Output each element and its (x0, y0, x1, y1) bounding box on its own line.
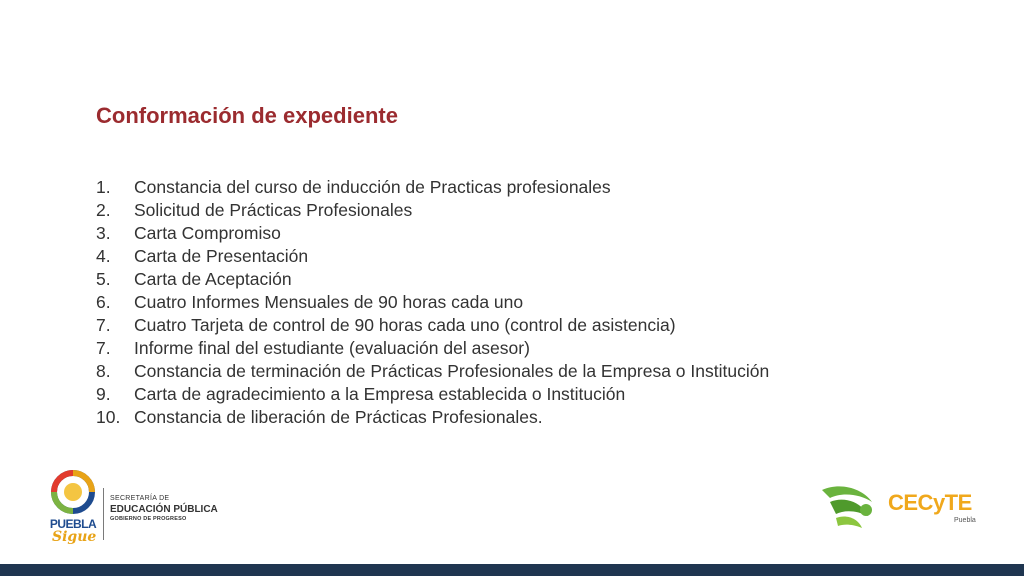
list-item-number: 4. (96, 246, 111, 266)
list-item-text: Constancia de liberación de Prácticas Profesionales. (134, 407, 543, 427)
list-item-number: 5. (96, 269, 111, 289)
list-item (96, 199, 769, 222)
list-item (96, 291, 769, 314)
list-item-text: Solicitud de Prácticas Profesionales (134, 200, 413, 220)
requirements-list (96, 176, 769, 429)
list-item-number: 1. (96, 177, 111, 197)
list-item-number: 10. (96, 407, 121, 427)
list-item-text: Carta de Presentación (134, 246, 309, 266)
list-item (96, 337, 769, 360)
list-item-number: 6. (96, 292, 111, 312)
footer-bar (0, 564, 1024, 576)
sep-line-1: SECRETARÍA DE (110, 495, 170, 502)
cecyte-logo (816, 480, 986, 532)
cecyte-logo-subtext: Puebla (954, 517, 976, 524)
sep-line-3: GOBIERNO DE PROGRESO (110, 516, 187, 522)
list-item (96, 383, 769, 406)
list-item-text: Constancia del curso de inducción de Practicas profesionales (134, 177, 611, 197)
puebla-logo-text: PUEBLA (49, 517, 97, 531)
list-item-number: 8. (96, 361, 111, 381)
list-item-number: 3. (96, 223, 111, 243)
logo-divider (103, 488, 104, 540)
list-item (96, 245, 769, 268)
sep-logo-text (110, 495, 218, 522)
puebla-emblem-icon (38, 466, 108, 518)
list-item-number: 9. (96, 384, 111, 404)
list-item (96, 360, 769, 383)
list-item-text: Cuatro Tarjeta de control de 90 horas cada uno (control de asistencia) (134, 315, 676, 335)
list-item-number: 2. (96, 200, 111, 220)
list-item (96, 314, 769, 337)
cecyte-emblem-icon (816, 480, 886, 532)
list-item-text: Informe final del estudiante (evaluación del asesor) (134, 338, 530, 358)
list-item (96, 176, 769, 199)
list-item (96, 222, 769, 245)
list-item-number: 7. (96, 315, 111, 335)
list-item-text: Carta de Aceptación (134, 269, 292, 289)
cecyte-logo-text: CECyTE (888, 490, 972, 515)
puebla-logo (38, 466, 108, 548)
list-item (96, 268, 769, 291)
list-item-text: Constancia de terminación de Prácticas Profesionales de la Empresa o Institución (134, 361, 770, 381)
list-item-number: 7. (96, 338, 111, 358)
list-item-text: Cuatro Informes Mensuales de 90 horas cada uno (134, 292, 524, 312)
slide-title: Conformación de expediente (96, 103, 398, 128)
sep-line-2: EDUCACIÓN PÚBLICA (110, 504, 218, 515)
list-item-text: Carta de agradecimiento a la Empresa establecida o Institución (134, 384, 626, 404)
list-item-text: Carta Compromiso (134, 223, 281, 243)
puebla-logo-slogan: Sigue (52, 529, 97, 545)
list-item (96, 406, 769, 429)
